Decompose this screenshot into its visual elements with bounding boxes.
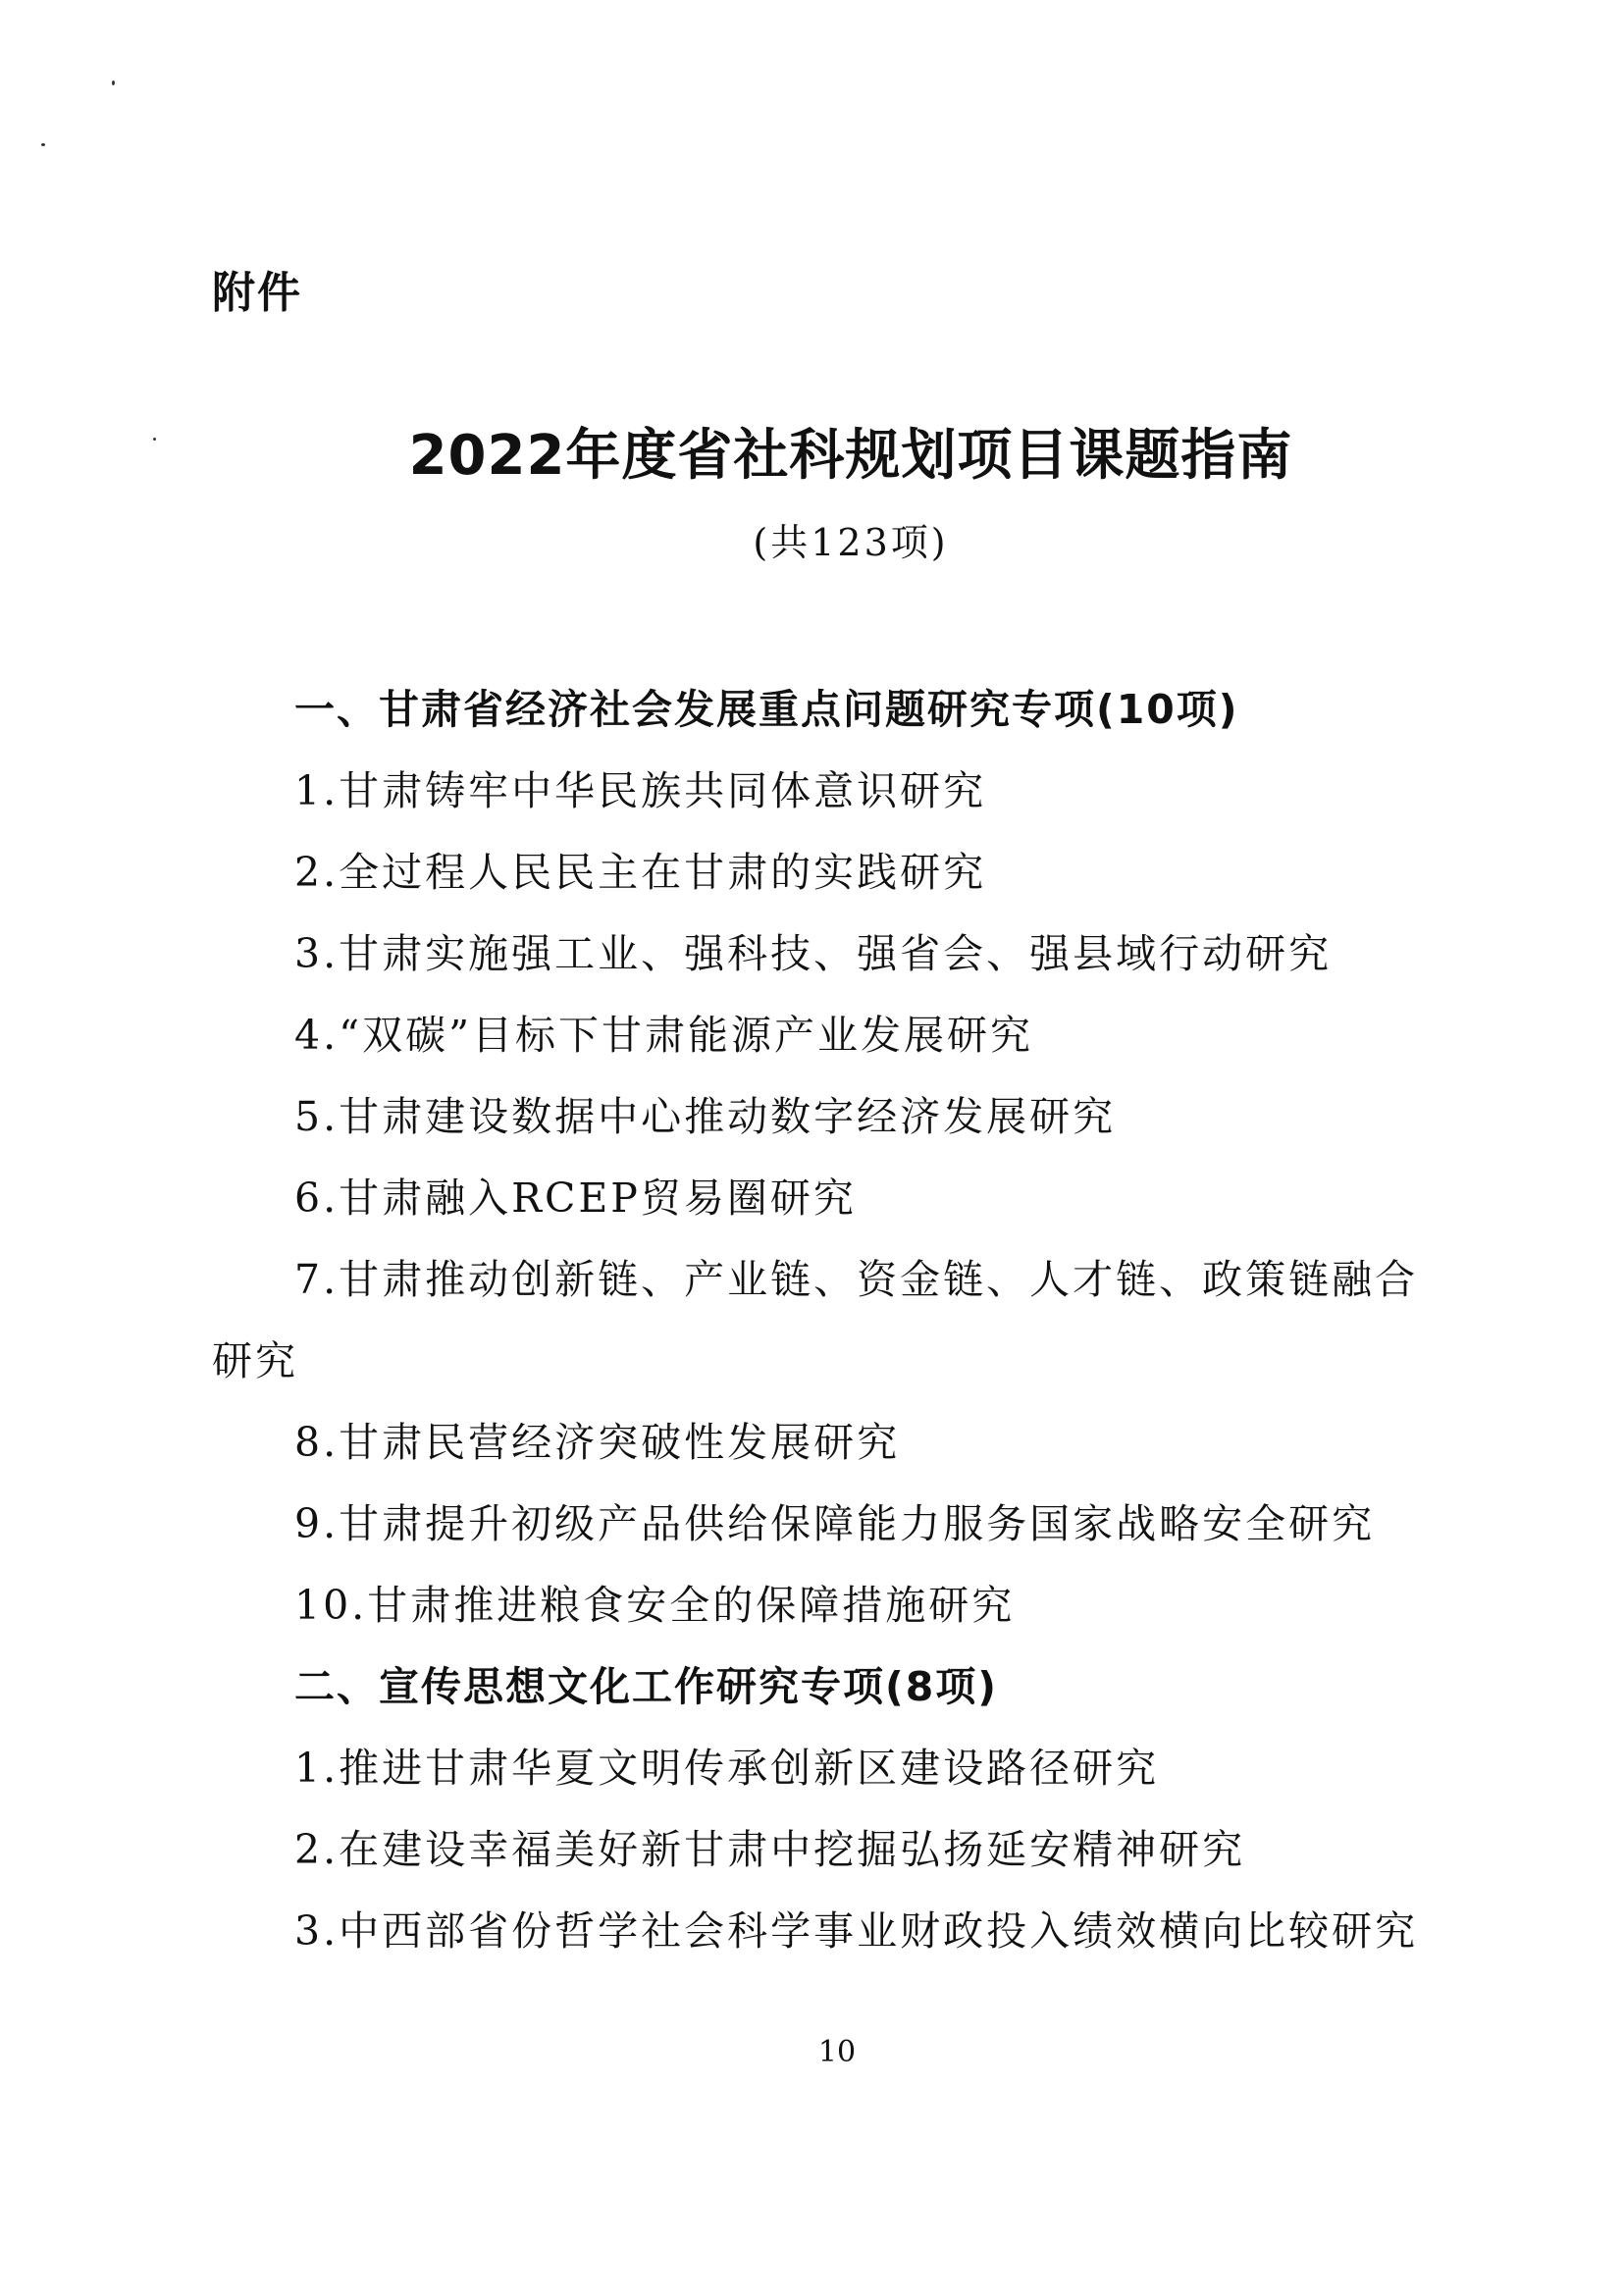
list-item: 3.甘肃实施强工业、强科技、强省会、强县域行动研究 bbox=[294, 930, 1333, 977]
list-item: 1.推进甘肃华夏文明传承创新区建设路径研究 bbox=[294, 1745, 1160, 1792]
list-item-continuation: 研究 bbox=[212, 1337, 298, 1384]
guide-content bbox=[212, 669, 1448, 1972]
attachment-label: 附件 bbox=[212, 268, 302, 318]
list-item: 2.全过程人民民主在甘肃的实践研究 bbox=[294, 849, 987, 896]
list-item: 5.甘肃建设数据中心推动数字经济发展研究 bbox=[294, 1093, 1117, 1140]
document-title: 2022年度省社科规划项目课题指南 bbox=[408, 424, 1293, 488]
list-item: 10.甘肃推进粮食安全的保障措施研究 bbox=[294, 1582, 1016, 1629]
list-item: 6.甘肃融入RCEP贸易圈研究 bbox=[294, 1174, 857, 1222]
list-item: 2.在建设幸福美好新甘肃中挖掘弘扬延安精神研究 bbox=[294, 1826, 1246, 1873]
list-item: 7.甘肃推动创新链、产业链、资金链、人才链、政策链融合 bbox=[294, 1256, 1419, 1303]
section-heading: 二、宣传思想文化工作研究专项(8项) bbox=[294, 1663, 999, 1710]
scan-speck bbox=[112, 80, 115, 85]
list-item: 8.甘肃民营经济突破性发展研究 bbox=[294, 1419, 901, 1466]
list-item: 1.甘肃铸牢中华民族共同体意识研究 bbox=[294, 767, 987, 814]
document-subtitle: (共123项) bbox=[753, 521, 949, 564]
scan-speck bbox=[41, 143, 45, 146]
list-item: 9.甘肃提升初级产品供给保障能力服务国家战略安全研究 bbox=[294, 1500, 1376, 1547]
page-number: 10 bbox=[817, 2035, 857, 2069]
list-item: 3.中西部省份哲学社会科学事业财政投入绩效横向比较研究 bbox=[294, 1907, 1419, 1955]
section-heading: 一、甘肃省经济社会发展重点问题研究专项(10项) bbox=[294, 686, 1239, 733]
list-item: 4.“双碳”目标下甘肃能源产业发展研究 bbox=[294, 1012, 1034, 1059]
